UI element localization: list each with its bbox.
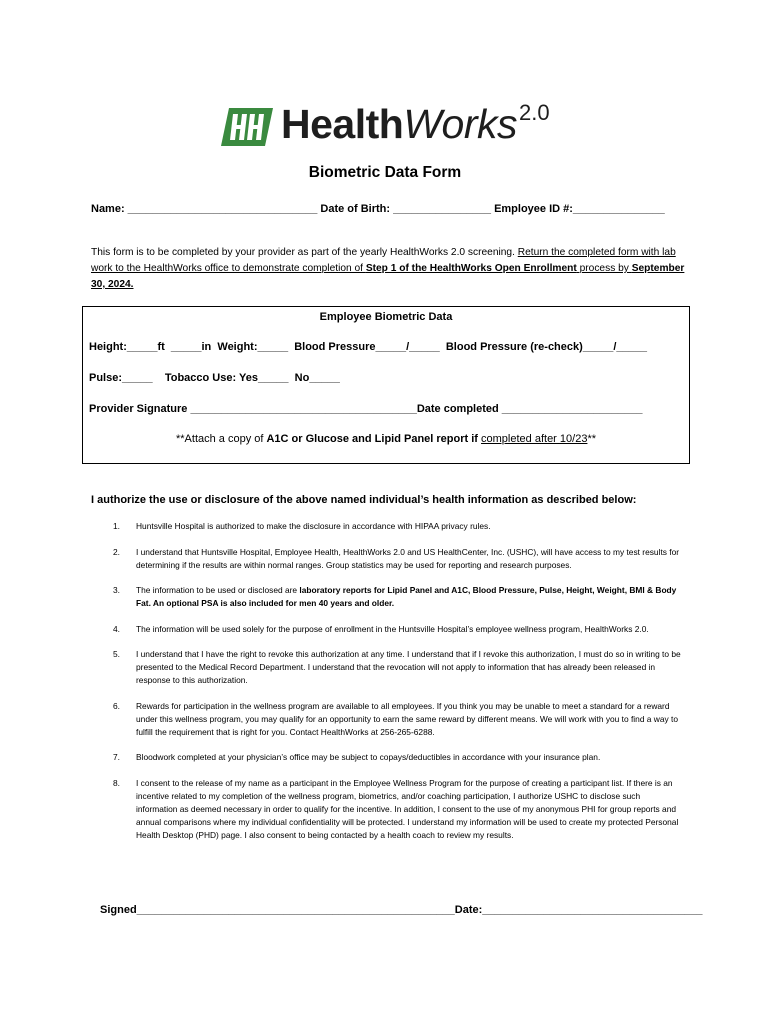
item-number: 8. <box>113 777 120 788</box>
item-number: 6. <box>113 700 120 711</box>
identity-fields <box>91 203 665 215</box>
item-number: 4. <box>113 623 120 634</box>
list-item <box>113 623 683 636</box>
provider-signature-row[interactable]: Provider Signature _____________________________________Date completed _______________________ <box>89 403 643 415</box>
intro-paragraph <box>91 245 691 293</box>
intro-text: This form is to be completed by your provider as part of the yearly HealthWorks 2.0 screening. <box>91 247 518 258</box>
item-text: The information will be used solely for the purpose of enrollment in the Huntsville Hospital’s employee wellness program, HealthWorks 2.0. <box>136 623 649 634</box>
attach-underline: completed after 10/23 <box>481 433 588 445</box>
item-number: 3. <box>113 585 120 595</box>
list-item <box>113 777 683 842</box>
item-text: I understand that I have the right to revoke this authorization at any time. I understand that if I revoke this authorization, I must do so in writing to be presented to the Medical Record Department. I understand that the revocation will not apply to information that has already been released in response to this authorization. <box>136 649 681 685</box>
dob-field[interactable]: Date of Birth: ________________ <box>320 203 491 215</box>
item-number: 7. <box>113 752 120 762</box>
item-text: The information to be used or disclosed are <box>136 585 300 595</box>
list-item <box>113 700 683 739</box>
item-number: 5. <box>113 649 120 659</box>
item-text: I consent to the release of my name as a participant in the Employee Wellness Program for the purpose of creating a participant list. If there is an incentive related to my completion of the wellness program, biometrics, and/or coaching participation, I authorize USHC to disclose such information as deemed necessary in order to qualify for the incentive. In addition, I consent to the use of my anonymous PHI for group reports and annual comparisons where my individual confidentiality will be protected. I understand my information will be used to create my protected Personal Health Desktop (PHD) page. I also consent to being contacted by a health coach to review my results. <box>136 777 679 840</box>
name-field[interactable]: Name: _______________________________ <box>91 203 318 215</box>
item-number: 1. <box>113 521 120 531</box>
list-item <box>113 751 683 764</box>
intro-return-text: Return the completed form with lab work to the HealthWorks office to demonstrate completion of <box>91 247 676 274</box>
item-text: I understand that Huntsville Hospital, Employee Health, HealthWorks 2.0 and US HealthCenter, Inc. (USHC), will have access to my test results for determining if the results are within normal ranges. Group statistics may be used for reporting and research purposes. <box>136 546 680 570</box>
list-item <box>113 520 683 533</box>
logo-version: 2.0 <box>518 100 550 125</box>
attach-pre: **Attach a copy of <box>175 433 267 445</box>
biometric-data-box <box>82 306 690 464</box>
date-field[interactable]: Date:____________________________________ <box>454 904 703 916</box>
list-item <box>113 584 683 610</box>
signature-line <box>100 904 703 916</box>
attach-post: ** <box>587 433 596 445</box>
item-text-bold: laboratory reports for Lipid Panel and A1C, Blood Pressure, Pulse, Height, Weight, BMI & Body Fat. An optional PSA is also included for men 40 years and older. <box>136 585 677 608</box>
attach-bold: A1C or Glucose and Lipid Panel report if <box>266 433 478 445</box>
item-text: Rewards for participation in the wellness program are available to all employees. If you think you may be unable to meet a standard for a reward under this wellness program, you may qualify for an opportunity to earn the same reward by different means. We will work with you to find a way to fulfill the requirement that is right for you. Contact HealthWorks at 256-265-6288. <box>136 700 678 737</box>
authorization-heading: I authorize the use or disclosure of the above named individual’s health information as described below: <box>91 494 637 506</box>
signed-field[interactable]: Signed____________________________________________________ <box>100 904 455 916</box>
item-text: Huntsville Hospital is authorized to make the disclosure in accordance with HIPAA privacy rules. <box>136 521 491 531</box>
logo-brand-italic: Works <box>403 101 517 147</box>
list-item <box>113 648 683 687</box>
item-number: 2. <box>113 546 120 557</box>
biometric-heading: Employee Biometric Data <box>319 311 453 323</box>
authorization-list <box>113 520 683 854</box>
logo-brand-bold: Health <box>281 101 404 147</box>
form-title: Biometric Data Form <box>308 164 462 181</box>
intro-process-text: process by <box>576 263 632 274</box>
employee-id-field[interactable]: Employee ID #:_______________ <box>494 203 665 215</box>
hh-logo-icon <box>221 108 273 146</box>
intro-step-bold: Step 1 of the HealthWorks Open Enrollment <box>365 263 577 274</box>
pulse-tobacco-row[interactable]: Pulse:_____ Tobacco Use: Yes_____ No_____ <box>89 372 340 384</box>
attach-note <box>83 433 689 445</box>
item-text: Bloodwork completed at your physician’s office may be subject to copays/deductibles in accordance with your insurance plan. <box>136 752 601 762</box>
intro-deadline-bold: September 30, 2024. <box>91 263 685 290</box>
height-weight-bp-row[interactable]: Height:_____ft _____in Weight:_____ Blood Pressure_____/_____ Blood Pressure (re-check)_____/_____ <box>89 341 648 353</box>
list-item <box>113 546 683 572</box>
healthworks-logo <box>221 96 550 146</box>
